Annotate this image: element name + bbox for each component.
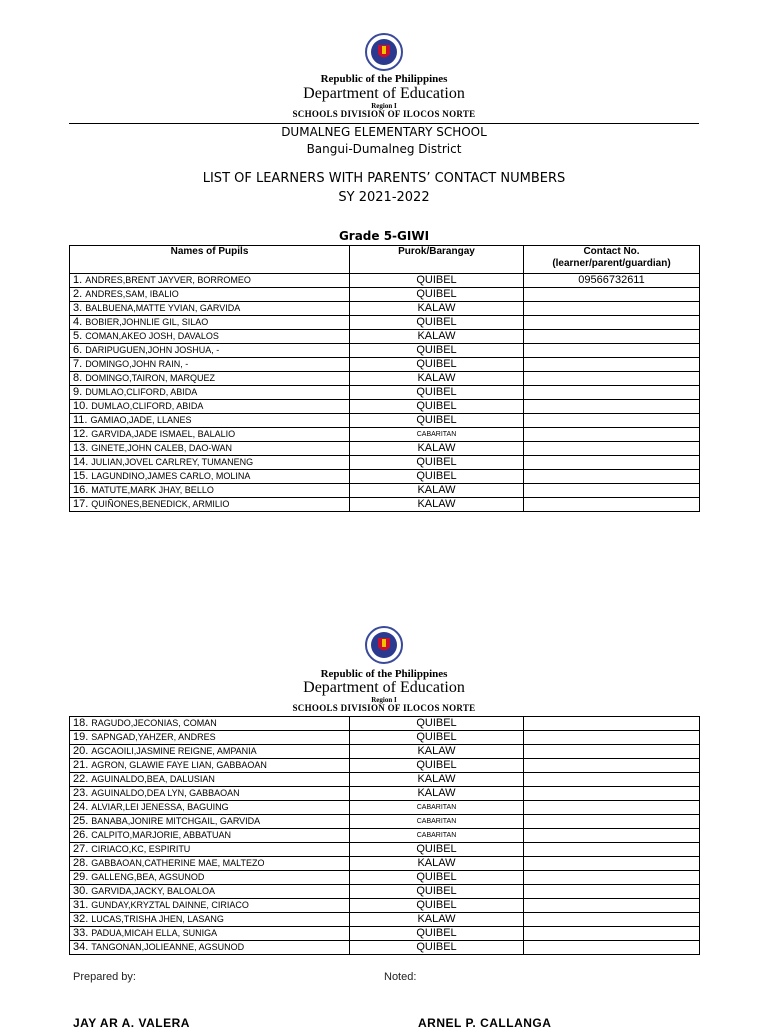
purok-cell: CABARITAN [350,815,524,829]
pupil-name: GARVIDA,JACKY, BALOALOA [91,886,216,896]
pupil-name: DOMINGO,JOHN RAIN, - [85,359,189,369]
table-row [70,386,700,400]
pupil-name-cell [70,274,350,288]
table-row [70,801,700,815]
row-number: 27. [73,843,89,855]
purok-cell: KALAW [350,498,524,512]
pupil-name: PADUA,MICAH ELLA, SUNIGA [91,928,218,938]
table-row [70,288,700,302]
pupil-name-cell [70,302,350,316]
contact-cell [524,717,700,731]
purok-cell: KALAW [350,857,524,871]
pupil-name-cell [70,927,350,941]
pupil-name-cell [70,941,350,955]
purok-cell: KALAW [350,745,524,759]
table-row [70,428,700,442]
table-row [70,843,700,857]
pupil-name: BALBUENA,MATTE YVIAN, GARVIDA [85,303,241,313]
table-row [70,745,700,759]
pupil-name: DUMLAO,CLIFORD, ABIDA [85,387,198,397]
pupil-name-cell [70,316,350,330]
contact-cell [524,428,700,442]
pupil-name-cell [70,330,350,344]
pupil-name-cell [70,288,350,302]
purok-cell: QUIBEL [350,941,524,955]
pupil-name-cell [70,829,350,843]
pupil-name: ALVIAR,LEI JENESSA, BAGUING [91,802,229,812]
pupil-name: DUMLAO,CLIFORD, ABIDA [91,401,204,411]
table-row [70,815,700,829]
contact-column-header: Contact No. (learner/parent/guardian) [524,246,700,274]
table-row [70,400,700,414]
contact-cell [524,745,700,759]
pupil-name-cell [70,815,350,829]
purok-cell: QUIBEL [350,843,524,857]
pupil-name-cell [70,484,350,498]
row-number: 24. [73,801,89,813]
school-name: DUMALNEG ELEMENTARY SCHOOL [281,125,487,139]
pupil-name-cell [70,731,350,745]
contact-cell [524,414,700,428]
table-row [70,899,700,913]
table-row [70,913,700,927]
purok-cell: KALAW [350,302,524,316]
table-body-page2 [70,717,700,955]
purok-cell: CABARITAN [350,829,524,843]
row-number: 21. [73,759,89,771]
row-number: 12. [73,428,89,440]
contact-cell [524,899,700,913]
learners-table-page1 [69,245,700,512]
pupil-name-cell [70,773,350,787]
contact-cell [524,456,700,470]
purok-cell: QUIBEL [350,885,524,899]
row-number: 14. [73,456,89,468]
purok-cell: QUIBEL [350,456,524,470]
pupil-name: DARIPUGUEN,JOHN JOSHUA, - [85,345,220,355]
header-divider [69,123,699,124]
pupil-name-cell [70,400,350,414]
pupil-name-cell [70,428,350,442]
contact-cell [524,913,700,927]
deped-seal-logo [359,625,409,665]
contact-cell [524,400,700,414]
pupil-name: SAPNGAD,YAHZER, ANDRES [91,732,216,742]
pupil-name-cell [70,498,350,512]
row-number: 10. [73,400,89,412]
names-column-header: Names of Pupils [70,246,350,274]
purok-cell: QUIBEL [350,731,524,745]
contact-cell [524,288,700,302]
purok-cell: QUIBEL [350,386,524,400]
row-number: 28. [73,857,89,869]
contact-cell [524,941,700,955]
contact-cell [524,302,700,316]
table-row [70,731,700,745]
row-number: 15. [73,470,89,482]
pupil-name: AGCAOILI,JASMINE REIGNE, AMPANIA [91,746,257,756]
contact-cell [524,787,700,801]
row-number: 19. [73,731,89,743]
purok-cell: QUIBEL [350,717,524,731]
noted-label: Noted: [384,971,417,983]
contact-cell [524,344,700,358]
purok-cell: QUIBEL [350,759,524,773]
pupil-name-cell [70,372,350,386]
pupil-name: GARVIDA,JADE ISMAEL, BALALIO [91,429,236,439]
pupil-name: TANGONAN,JOLIEANNE, AGSUNOD [91,942,245,952]
pupil-name-cell [70,885,350,899]
pupil-name: GAMIAO,JADE, LLANES [90,415,192,425]
purok-cell: CABARITAN [350,428,524,442]
pupil-name-cell [70,717,350,731]
pupil-name: DOMINGO,TAIRON, MARQUEZ [85,373,216,383]
pupil-name: MATUTE,MARK JHAY, BELLO [91,485,214,495]
table-row [70,274,700,288]
contact-cell [524,330,700,344]
noted-name: ARNEL P. CALLANGA [418,1016,552,1030]
row-number: 16. [73,484,89,496]
table-row [70,941,700,955]
row-number: 30. [73,885,89,897]
row-number: 6. [73,344,83,356]
pupil-name: BANABA,JONIRE MITCHGAIL, GARVIDA [91,816,261,826]
row-number: 17. [73,498,89,510]
row-number: 33. [73,927,89,939]
table-row [70,316,700,330]
purok-cell: QUIBEL [350,927,524,941]
pupil-name-cell [70,470,350,484]
division-label: SCHOOLS DIVISION OF ILOCOS NORTE [292,109,476,119]
contact-cell [524,927,700,941]
pupil-name: GUNDAY,KRYZTAL DAINNE, CIRIACO [91,900,249,910]
purok-cell: QUIBEL [350,358,524,372]
pupil-name-cell [70,759,350,773]
contact-cell [524,885,700,899]
contact-cell: 09566732611 [524,274,700,288]
pupil-name-cell [70,344,350,358]
table-body-page1 [70,274,700,512]
pupil-name: ANDRES,BRENT JAYVER, BORROMEO [85,275,251,285]
purok-cell: QUIBEL [350,871,524,885]
row-number: 4. [73,316,83,328]
division-label: SCHOOLS DIVISION OF ILOCOS NORTE [292,703,476,713]
pupil-name: AGUINALDO,BEA, DALUSIAN [91,774,215,784]
row-number: 34. [73,941,89,953]
purok-column-header: Purok/Barangay [350,246,524,274]
pupil-name: CALPITO,MARJORIE, ABBATUAN [91,830,231,840]
contact-cell [524,498,700,512]
pupil-name-cell [70,358,350,372]
row-number: 29. [73,871,89,883]
contact-cell [524,442,700,456]
republic-label: Republic of the Philippines [320,73,448,85]
pupil-name: JULIAN,JOVEL CARLREY, TUMANENG [91,457,254,467]
row-number: 3. [73,302,83,314]
contact-cell [524,857,700,871]
contact-cell [524,386,700,400]
contact-cell [524,773,700,787]
purok-cell: KALAW [350,773,524,787]
pupil-name-cell [70,456,350,470]
prepared-by-name: JAY AR A. VALERA [73,1016,190,1030]
document-title: LIST OF LEARNERS WITH PARENTS’ CONTACT NUMBERS [202,171,566,186]
contact-cell [524,316,700,330]
table-row [70,885,700,899]
pupil-name-cell [70,899,350,913]
pupil-name: AGRON, GLAWIE FAYE LIAN, GABBAOAN [91,760,267,770]
contact-cell [524,731,700,745]
row-number: 18. [73,717,89,729]
row-number: 20. [73,745,89,757]
pupil-name-cell [70,801,350,815]
table-row [70,927,700,941]
pupil-name: QUIÑONES,BENEDICK, ARMILIO [91,499,230,509]
learners-table-page2 [69,716,700,955]
row-number: 32. [73,913,89,925]
table-row [70,302,700,316]
prepared-by-label: Prepared by: [73,971,136,983]
pupil-name-cell [70,913,350,927]
contact-cell [524,815,700,829]
table-row [70,787,700,801]
school-year: SY 2021-2022 [338,190,430,205]
row-number: 31. [73,899,89,911]
department-label: Department of Education [303,85,465,102]
purok-cell: QUIBEL [350,316,524,330]
table-row [70,498,700,512]
pupil-name-cell [70,386,350,400]
table-row [70,358,700,372]
purok-cell: QUIBEL [350,274,524,288]
table-row [70,330,700,344]
table-row [70,857,700,871]
purok-cell: KALAW [350,372,524,386]
contact-cell [524,801,700,815]
region-label: Region I [371,102,397,110]
grade-section: Grade 5-GIWI [338,229,430,243]
purok-cell: KALAW [350,442,524,456]
table-row [70,717,700,731]
contact-cell [524,372,700,386]
contact-cell [524,829,700,843]
pupil-name: LUCAS,TRISHA JHEN, LASANG [91,914,224,924]
pupil-name-cell [70,442,350,456]
table-row [70,344,700,358]
contact-cell [524,470,700,484]
row-number: 8. [73,372,83,384]
pupil-name: LAGUNDINO,JAMES CARLO, MOLINA [91,471,251,481]
contact-cell [524,358,700,372]
pupil-name: AGUINALDO,DEA LYN, GABBAOAN [91,788,240,798]
pupil-name: GALLENG,BEA, AGSUNOD [91,872,205,882]
row-number: 7. [73,358,83,370]
pupil-name: RAGUDO,JECONIAS, COMAN [91,718,217,728]
row-number: 11. [73,414,88,426]
row-number: 26. [73,829,89,841]
pupil-name-cell [70,857,350,871]
contact-cell [524,871,700,885]
row-number: 22. [73,773,89,785]
contact-cell [524,484,700,498]
school-district: Bangui-Dumalneg District [306,142,462,156]
pupil-name: ANDRES,SAM, IBALIO [85,289,179,299]
pupil-name-cell [70,787,350,801]
republic-label: Republic of the Philippines [320,668,448,680]
table-row [70,871,700,885]
pupil-name-cell [70,843,350,857]
purok-cell: KALAW [350,484,524,498]
table-row [70,456,700,470]
purok-cell: QUIBEL [350,400,524,414]
table-row [70,773,700,787]
table-row [70,442,700,456]
pupil-name-cell [70,745,350,759]
table-row [70,470,700,484]
purok-cell: QUIBEL [350,899,524,913]
deped-seal-logo [359,32,409,72]
table-row [70,829,700,843]
contact-cell [524,843,700,857]
pupil-name: CIRIACO,KC, ESPIRITU [91,844,191,854]
row-number: 9. [73,386,83,398]
row-number: 25. [73,815,89,827]
table-row [70,759,700,773]
region-label: Region I [371,696,397,704]
purok-cell: KALAW [350,787,524,801]
row-number: 1. [73,274,83,286]
pupil-name: GABBAOAN,CATHERINE MAE, MALTEZO [91,858,265,868]
contact-cell [524,759,700,773]
pupil-name: COMAN,AKEO JOSH, DAVALOS [85,331,219,341]
purok-cell: QUIBEL [350,288,524,302]
table-row [70,414,700,428]
pupil-name-cell [70,871,350,885]
purok-cell: CABARITAN [350,801,524,815]
purok-cell: QUIBEL [350,470,524,484]
purok-cell: KALAW [350,913,524,927]
purok-cell: QUIBEL [350,414,524,428]
purok-cell: QUIBEL [350,344,524,358]
table-row [70,484,700,498]
department-label: Department of Education [303,679,465,696]
pupil-name-cell [70,414,350,428]
pupil-name: GINETE,JOHN CALEB, DAO-WAN [91,443,232,453]
pupil-name: BOBIER,JOHNLIE GIL, SILAO [85,317,209,327]
row-number: 5. [73,330,83,342]
row-number: 2. [73,288,83,300]
purok-cell: KALAW [350,330,524,344]
table-row [70,372,700,386]
row-number: 23. [73,787,89,799]
row-number: 13. [73,442,89,454]
